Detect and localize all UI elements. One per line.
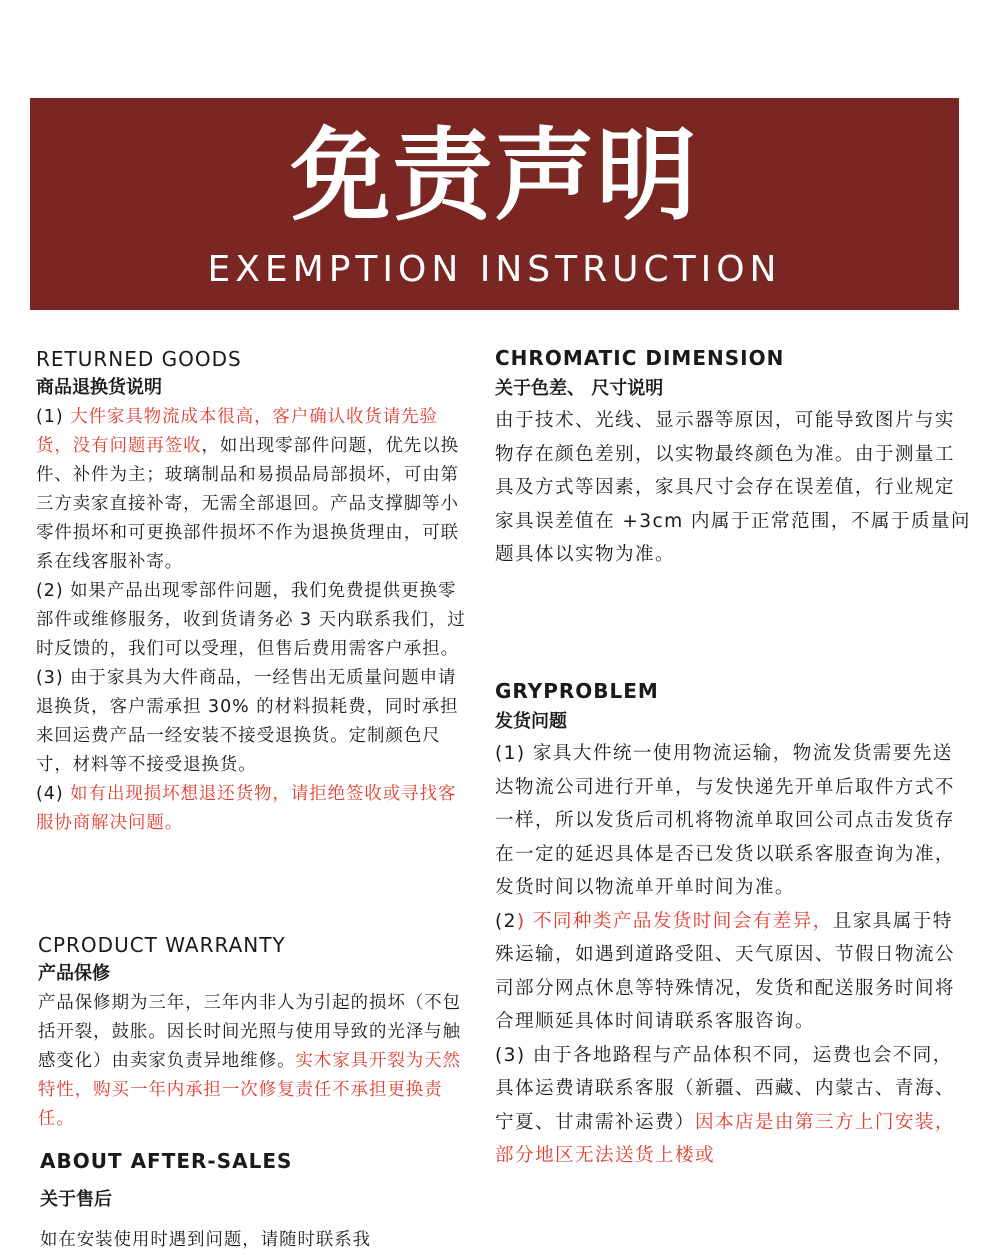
after-sales-heading-cn: 关于售后 (40, 1189, 112, 1210)
warranty-heading-cn: 产品保修 (38, 963, 110, 984)
warranty-heading-en: CPRODUCT WARRANTY (38, 933, 286, 957)
returned-goods-heading-en: RETURNED GOODS (36, 347, 242, 371)
shipping-heading-en: GRYPROBLEM (495, 679, 659, 703)
warranty-body (38, 989, 470, 1134)
after-sales-section (40, 1148, 472, 1255)
chromatic-body: 由于技术、光线、显示器等原因，可能导致图片与实物存在颜色差别，以实物最终颜色为准。由于测量工具及方式等因素，家具尺寸会存在误差值，行业规定家具误差值在 +3cm 内属于正常范围，不属于质量问题具体以实物为准。 (495, 410, 971, 565)
shipping-item-3 (495, 1039, 961, 1173)
returned-goods-heading-cn: 商品退换货说明 (36, 377, 162, 398)
shipping-item-1: (1) 家具大件统一使用物流运输，物流发货需要先送达物流公司进行开单，与发快递先开单后取件方式不一样，所以发货后司机将物流单取回公司点击发货存在一定的延迟具体是否已发货以联系客服查询为准，发货时间以物流单开单时间为准。 (495, 743, 955, 898)
title-banner (30, 98, 959, 310)
banner-title-en: EXEMPTION INSTRUCTION (207, 249, 782, 290)
shipping-item-3-text: (3) 由于各地路程与产品体积不同，运费也会不同，具体运费请联系客服（新疆、西藏、内蒙古、青海、宁夏、甘肃需补运费） (495, 1044, 955, 1133)
warranty-text: 产品保修期为三年，三年内非人为引起的损坏（不包括开裂，鼓胀。因长时间光照与使用导致的光泽与触感变化）由卖家负责异地维修。 (38, 993, 461, 1071)
shipping-item-2 (495, 905, 961, 1039)
warranty-highlight: 实木家具开裂为天然特性，购买一年内承担一次修复责任不承担更换责任。 (38, 1051, 462, 1129)
warranty-section (38, 932, 470, 1134)
chromatic-section (495, 345, 971, 572)
returned-goods-item-1-highlight: 大件家具物流成本很高，客户确认收货请先验货，没有问题再签收 (36, 407, 438, 456)
returned-goods-item-1-text: ，如出现零部件问题，优先以换件、补件为主；玻璃制品和易损品局部损坏，可由第三方卖家直接补寄，无需全部退回。产品支撑脚等小零件损坏和可更换部件损坏不作为退换货理由，可联系在线客服补寄。 (36, 436, 460, 572)
shipping-section (495, 678, 961, 1173)
shipping-heading-cn: 发货问题 (495, 711, 567, 732)
returned-goods-item-4-highlight: 如有出现损坏想退还货物，请拒绝签收或寻找客服协商解决问题。 (36, 784, 457, 833)
returned-goods-item-3: (3) 由于家具为大件商品，一经售出无质量问题申请退换货，客户需承担 30% 的材料损耗费，同时承担来回运费产品一经安装不接受退换货。定制颜色尺寸，材料等不接受退换货。 (36, 668, 459, 775)
banner-title-cn: 免责声明 (290, 117, 699, 234)
shipping-item-3-highlight: 因本店是由第三方上门安装，部分地区无法送货上楼或 (495, 1111, 955, 1166)
chromatic-heading-en: CHROMATIC DIMENSION (495, 346, 785, 370)
chromatic-heading-cn: 关于色差、 尺寸说明 (495, 378, 664, 399)
shipping-body (495, 737, 961, 1173)
item-number: (4) (36, 784, 71, 804)
returned-goods-item-1 (36, 403, 468, 577)
after-sales-body: 如在安装使用时遇到问题，请随时联系我 (40, 1230, 372, 1250)
returned-goods-item-4 (36, 780, 468, 838)
returned-goods-item-2: (2) 如果产品出现零部件问题，我们免费提供更换零部件或维修服务，收到货请务必 3 天内联系我们，过时反馈的，我们可以受理，但售后费用需客户承担。 (36, 581, 466, 659)
shipping-item-2-text: 且家具属于特殊运输，如遇到道路受阻、天气原因、节假日物流公司部分网点休息等特殊情况，发货和配送服务时间将合理顺延具体时间请联系客服咨询。 (495, 910, 955, 1032)
item-number: (2 (495, 910, 517, 932)
item-number: (1) (36, 407, 71, 427)
returned-goods-section (36, 346, 468, 838)
returned-goods-body (36, 403, 468, 838)
shipping-item-2-highlight: ) 不同种类产品发货时间会有差异， (516, 910, 833, 932)
after-sales-heading-en: ABOUT AFTER-SALES (40, 1149, 293, 1173)
